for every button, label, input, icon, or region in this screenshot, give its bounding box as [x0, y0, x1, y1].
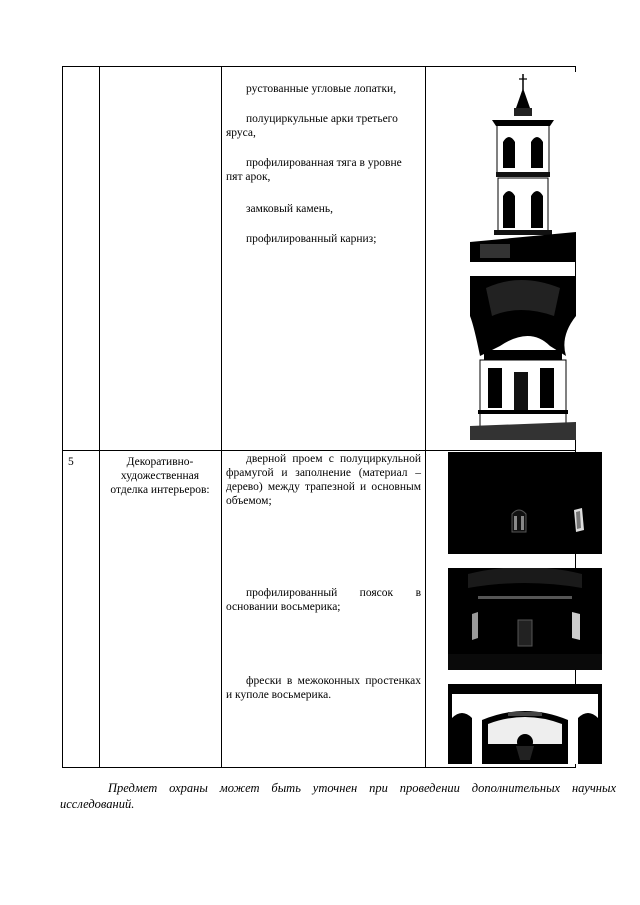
- feature-text: полуциркульные арки третьего яруса,: [226, 113, 398, 139]
- category-label: Декоративно-художественная отделка интерьеров:: [110, 456, 210, 496]
- feature-text: замковый камень,: [246, 203, 334, 215]
- footnote: Предмет охраны может быть уточнен при проведении дополнительных научных исследований.: [60, 781, 616, 811]
- feature-text: фрески в межоконных простенках и куполе восьмерика.: [226, 675, 421, 701]
- interior-dome-photo: [448, 684, 602, 764]
- feature-text: профилированная тяга в уровне пят арок,: [226, 157, 402, 183]
- feature-text: рустованные угловые лопатки,: [246, 83, 397, 95]
- interior-window-photo: [448, 452, 602, 554]
- row-number: 5: [68, 456, 74, 468]
- interior-octagon-photo: [448, 568, 602, 670]
- bell-tower-photo: [470, 72, 576, 262]
- feature-text: профилированный поясок в основании восьмерика;: [226, 587, 421, 613]
- feature-text: профилированный карниз;: [246, 233, 377, 245]
- octagon-drum-photo: [470, 276, 576, 440]
- feature-text: дверной проем с полуциркульной фрамугой и заполнение (материал – дерево) между трапезной и основным объемом;: [226, 453, 421, 507]
